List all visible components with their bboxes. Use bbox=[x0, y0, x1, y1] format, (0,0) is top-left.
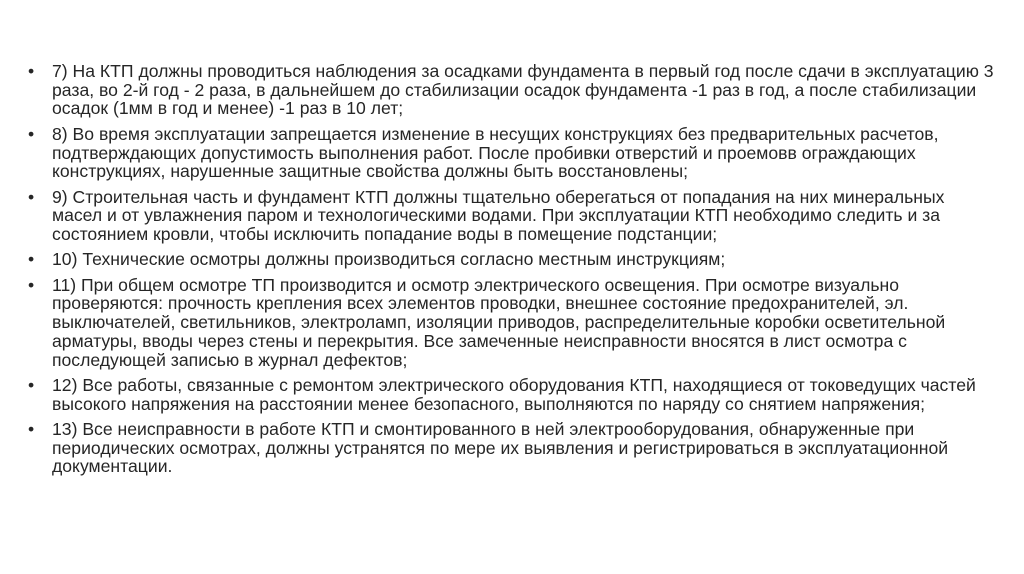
list-item bbox=[26, 62, 996, 118]
list-item bbox=[26, 188, 996, 244]
bullet-icon: • bbox=[28, 186, 35, 207]
list-item-text: 8) Во время эксплуатации запрещается изменение в несущих конструкциях без предварительных расчетов, подтверждающих допустимость выполнения работ. После пробивки отверстий и проемовв ограждающих конструкциях, нарушенные защитные свойства должны быть восстановлены; bbox=[52, 123, 939, 182]
bullet-icon: • bbox=[28, 249, 35, 270]
bullet-icon: • bbox=[28, 274, 35, 295]
list-item-text: 9) Строительная часть и фундамент КТП должны тщательно оберегаться от попадания на них минеральных масел и от увлажнения паром и технологическими водами. При эксплуатации КТП необходимо следить и за состоянием кровли, чтобы исключить попадание воды в помещение подстанции; bbox=[52, 186, 945, 244]
list-item-text: 7) На КТП должны проводиться наблюдения за осадками фундамента в первый год после сдачи в эксплуатацию 3 раза, во 2-й год - 2 раза, в дальнейшем до стабилизации осадок фундамента -1 раз в год, а после стабилизации осадок (1мм в год и менее) -1 раз в 10 лет; bbox=[52, 61, 994, 119]
list-item-text: 12) Все работы, связанные с ремонтом электрического оборудования КТП, находящиеся от токоведущих частей высокого напряжения на расстоянии менее безопасного, выполняются по наряду со снятием напряжения; bbox=[52, 374, 976, 414]
list-item bbox=[26, 250, 996, 269]
list-item bbox=[26, 276, 996, 370]
bullet-icon: • bbox=[28, 419, 35, 440]
list-item-text: 10) Технические осмотры должны производиться согласно местным инструкциям; bbox=[52, 249, 726, 270]
bullet-list bbox=[26, 62, 996, 483]
list-item bbox=[26, 376, 996, 413]
bullet-icon: • bbox=[28, 61, 35, 81]
list-item bbox=[26, 420, 996, 476]
list-item-text: 13) Все неисправности в работе КТП и смонтированного в ней электрооборудования, обнаруженные при периодических осмотрах, должны устранятся по мере их выявления и регистрироваться в эксплуатационной документации. bbox=[52, 419, 949, 477]
list-item bbox=[26, 125, 996, 181]
list-item-text: 11) При общем осмотре ТП производится и осмотр электрического освещения. При осмотре визуально проверяются: прочность крепления всех элементов проводки, внешнее состояние предохранителей, эл. выключателей, светильников, электроламп, изоляции приводов, распределительные коробки осветительной арматуры, вводы через стены и перекрытия. Все замеченные неисправности вносятся в лист осмотра с последующей записью в журнал дефектов; bbox=[52, 274, 946, 370]
bullet-icon: • bbox=[28, 123, 35, 144]
bullet-icon: • bbox=[28, 374, 35, 395]
